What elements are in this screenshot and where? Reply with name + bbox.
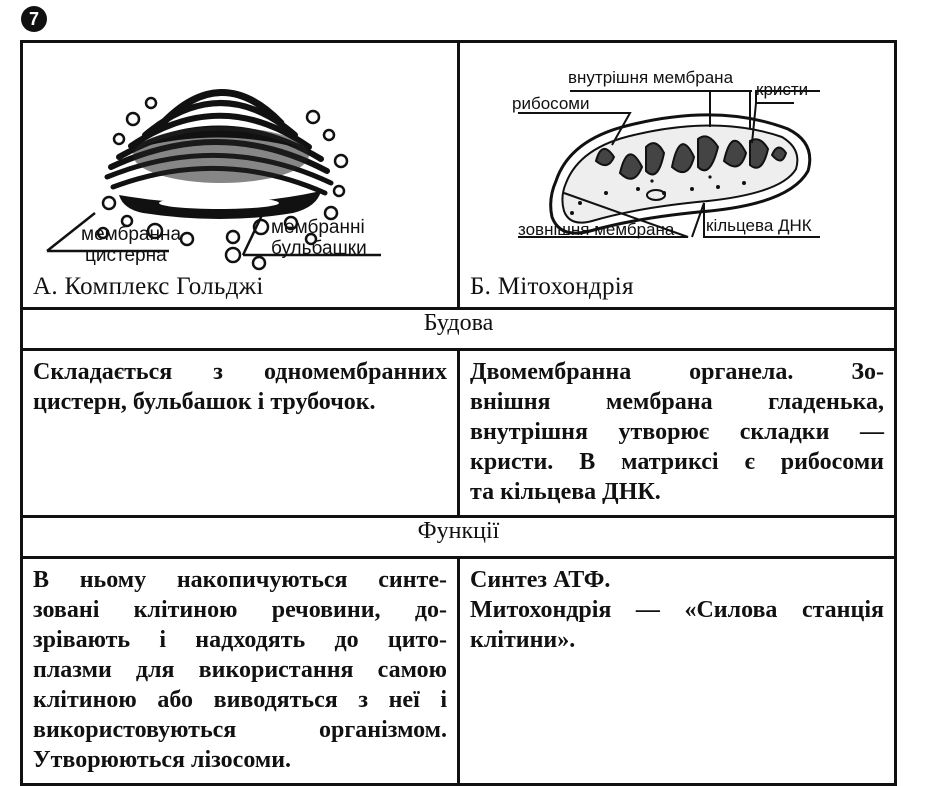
mito-label-outer: зовнішня мембрана bbox=[518, 220, 675, 239]
functions-row bbox=[22, 558, 896, 785]
golgi-label-cistern-2: цистерна bbox=[85, 245, 167, 266]
mito-functions-text bbox=[459, 558, 896, 785]
image-row bbox=[22, 42, 896, 309]
mito-label-ribosomes: рибосоми bbox=[512, 94, 590, 113]
mitochondrion-illustration bbox=[460, 43, 894, 307]
text-line: зрівають і надходять до цито- bbox=[33, 627, 447, 653]
structure-header-row bbox=[22, 309, 896, 350]
golgi-illustration bbox=[23, 43, 457, 307]
mito-caption: Б. Мітохондрія bbox=[470, 273, 634, 300]
mito-label-cristae: кристи bbox=[756, 80, 809, 99]
text-line: клітини». bbox=[470, 627, 576, 653]
text-line: Утворюються лізосоми. bbox=[33, 747, 292, 773]
text-line: Складається з одномембранних bbox=[33, 359, 447, 385]
organelles-table bbox=[20, 40, 897, 786]
text-line: Двомембранна органела. Зо- bbox=[470, 359, 884, 385]
golgi-caption: А. Комплекс Гольджі bbox=[33, 273, 264, 300]
mitochondrion-cell bbox=[459, 42, 896, 309]
structure-header: Будова bbox=[22, 309, 896, 350]
structure-row bbox=[22, 350, 896, 517]
text-line: та кільцева ДНК. bbox=[470, 479, 661, 505]
text-line: кристи. В матриксі є рибосоми bbox=[470, 449, 884, 475]
mito-label-dna: кільцева ДНК bbox=[706, 216, 812, 235]
mito-structure-text bbox=[459, 350, 896, 517]
golgi-cell bbox=[22, 42, 459, 309]
text-line: внутрішня утворює складки — bbox=[470, 419, 884, 445]
text-line: Синтез АТФ. bbox=[470, 567, 611, 593]
golgi-functions-text bbox=[22, 558, 459, 785]
text-line: використовуються організмом. bbox=[33, 717, 447, 743]
functions-header-row bbox=[22, 517, 896, 558]
text-line: плазми для використання самою bbox=[33, 657, 447, 683]
question-number-badge: 7 bbox=[21, 6, 47, 32]
text-line: цистерн, бульбашок і трубочок. bbox=[33, 389, 376, 415]
functions-header: Функції bbox=[22, 517, 896, 558]
golgi-label-vesicles-1: мембранні bbox=[271, 217, 365, 238]
text-line: Митохондрія — «Силова станція bbox=[470, 597, 884, 623]
text-line: зовані клітиною речовини, до- bbox=[33, 597, 447, 623]
text-line: В ньому накопичуються синте- bbox=[33, 567, 447, 593]
golgi-label-vesicles-2: бульбашки bbox=[271, 238, 367, 259]
golgi-structure-text bbox=[22, 350, 459, 517]
text-line: клітиною або виводяться з неї і bbox=[33, 687, 447, 713]
mito-label-inner: внутрішня мембрана bbox=[568, 68, 734, 87]
text-line: внішня мембрана гладенька, bbox=[470, 389, 884, 415]
golgi-label-cistern-1: мембранна bbox=[81, 224, 182, 245]
